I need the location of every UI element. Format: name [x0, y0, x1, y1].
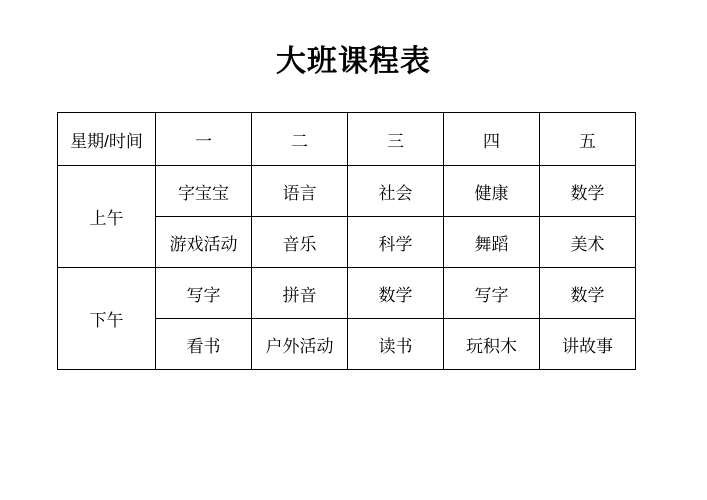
cell-afternoon-2-mon: 看书 [156, 319, 252, 370]
cell-morning-2-fri: 美术 [540, 217, 636, 268]
cell-morning-2-wed: 科学 [348, 217, 444, 268]
cell-afternoon-1-mon: 写字 [156, 268, 252, 319]
schedule-table [57, 112, 636, 370]
table-header-row [58, 113, 636, 166]
cell-afternoon-1-wed: 数学 [348, 268, 444, 319]
cell-afternoon-1-thu: 写字 [444, 268, 540, 319]
table-row [58, 268, 636, 319]
header-cell-monday: 一 [156, 113, 252, 166]
period-label-morning: 上午 [58, 166, 156, 268]
schedule-table-container [57, 112, 635, 370]
cell-afternoon-2-fri: 讲故事 [540, 319, 636, 370]
cell-morning-1-fri: 数学 [540, 166, 636, 217]
cell-morning-2-tue: 音乐 [252, 217, 348, 268]
cell-morning-1-mon: 字宝宝 [156, 166, 252, 217]
header-cell-thursday: 四 [444, 113, 540, 166]
cell-morning-1-tue: 语言 [252, 166, 348, 217]
page-title: 大班课程表 [276, 45, 431, 78]
header-cell-wednesday: 三 [348, 113, 444, 166]
header-cell-friday: 五 [540, 113, 636, 166]
period-label-afternoon: 下午 [58, 268, 156, 370]
table-row [58, 166, 636, 217]
cell-morning-1-wed: 社会 [348, 166, 444, 217]
cell-morning-2-mon: 游戏活动 [156, 217, 252, 268]
cell-afternoon-2-wed: 读书 [348, 319, 444, 370]
header-cell-day-time: 星期/时间 [58, 113, 156, 166]
cell-afternoon-2-tue: 户外活动 [252, 319, 348, 370]
cell-morning-1-thu: 健康 [444, 166, 540, 217]
cell-afternoon-1-fri: 数学 [540, 268, 636, 319]
cell-morning-2-thu: 舞蹈 [444, 217, 540, 268]
cell-afternoon-1-tue: 拼音 [252, 268, 348, 319]
cell-afternoon-2-thu: 玩积木 [444, 319, 540, 370]
header-cell-tuesday: 二 [252, 113, 348, 166]
